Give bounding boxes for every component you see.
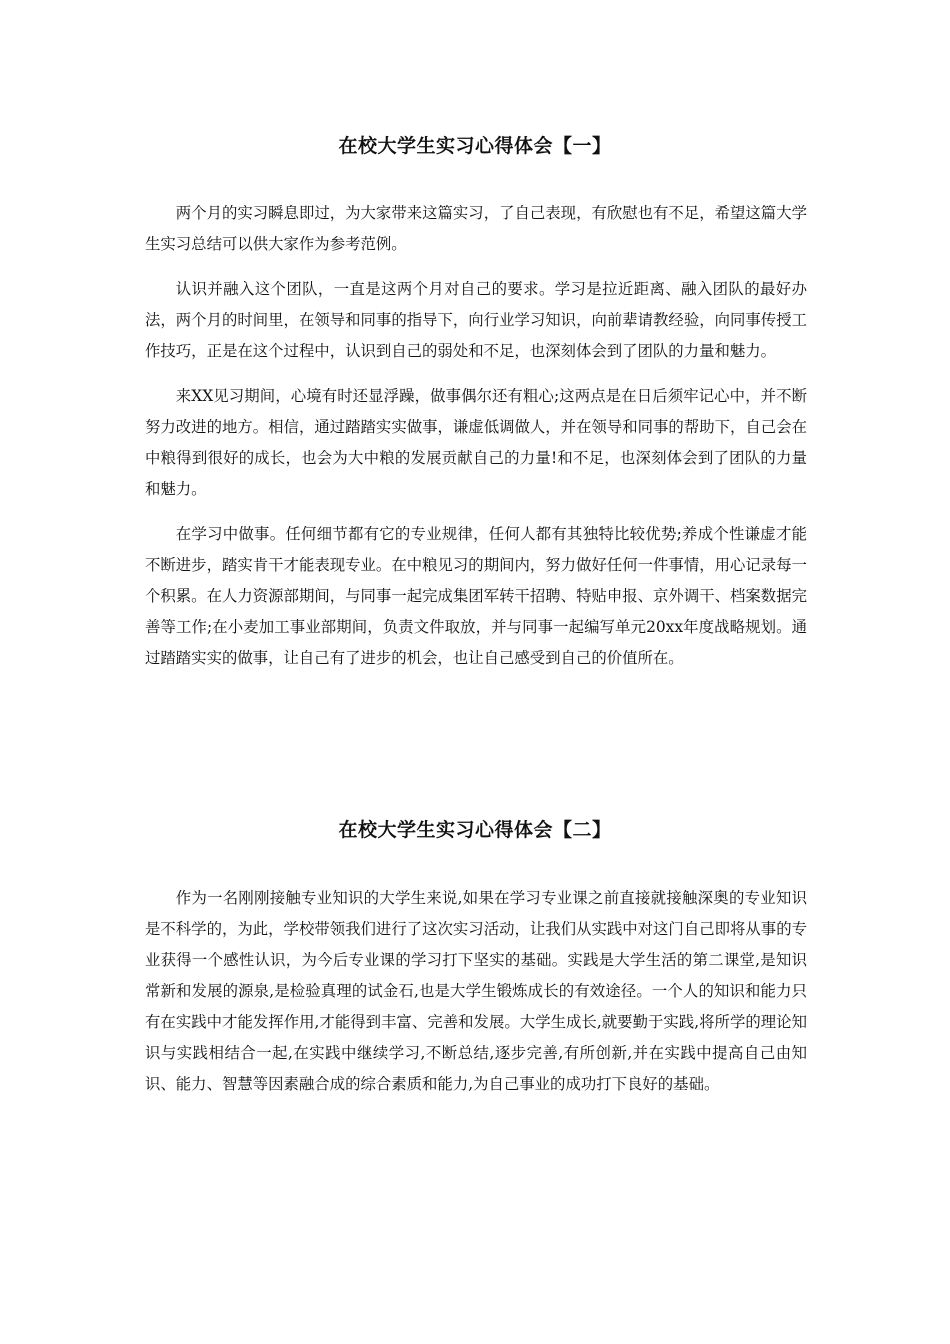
paragraph: 在学习中做事。任何细节都有它的专业规律，任何人都有其独特比较优势;养成个性谦虚才能不断进步，踏实肯干才能表现专业。在中粮见习的期间内，努力做好任何一件事情，用心记录每一个积累。在人力资源部期间，与同事一起完成集团军转干招聘、特贴申报、京外调干、档案数据完善等工作;在小麦加工事业部期间，负责文件取放，并与同事一起编写单元20xx年度战略规划。通过踏踏实实的做事，让自己有了进步的机会，也让自己感受到自己的价值所在。 [145, 525, 807, 667]
section-2-body [145, 883, 807, 1114]
section-1-body [145, 198, 807, 688]
section-2-title: 在校大学生实习心得体会【二】 [338, 819, 612, 841]
section-1-title: 在校大学生实习心得体会【一】 [338, 135, 612, 157]
paragraph: 来XX见习期间，心境有时还显浮躁，做事偶尔还有粗心;这两点是在日后须牢记心中，并不断努力改进的地方。相信，通过踏踏实实做事，谦虚低调做人，并在领导和同事的帮助下，自己会在中粮得到很好的成长，也会为大中粮的发展贡献自己的力量!和不足，也深刻体会到了团队的力量和魅力。 [145, 387, 807, 498]
paragraph: 认识并融入这个团队，一直是这两个月对自己的要求。学习是拉近距离、融入团队的最好办法，两个月的时间里，在领导和同事的指导下，向行业学习知识，向前辈请教经验，向同事传授工作技巧，正是在这个过程中，认识到自己的弱处和不足，也深刻体会到了团队的力量和魅力。 [145, 280, 807, 360]
paragraph: 作为一名刚刚接触专业知识的大学生来说,如果在学习专业课之前直接就接触深奥的专业知识是不科学的，为此，学校带领我们进行了这次实习活动，让我们从实践中对这门自己即将从事的专业获得一个感性认识，为今后专业课的学习打下坚实的基础。实践是大学生活的第二课堂,是知识常新和发展的源泉,是检验真理的试金石,也是大学生锻炼成长的有效途径。一个人的知识和能力只有在实践中才能发挥作用,才能得到丰富、完善和发展。大学生成长,就要勤于实践,将所学的理论知识与实践相结合一起,在实践中继续学习,不断总结,逐步完善,有所创新,并在实践中提高自己由知识、能力、智慧等因素融合成的综合素质和能力,为自己事业的成功打下良好的基础。 [145, 889, 807, 1093]
paragraph: 两个月的实习瞬息即过，为大家带来这篇实习，了自己表现，有欣慰也有不足，希望这篇大学生实习总结可以供大家作为参考范例。 [145, 204, 807, 253]
